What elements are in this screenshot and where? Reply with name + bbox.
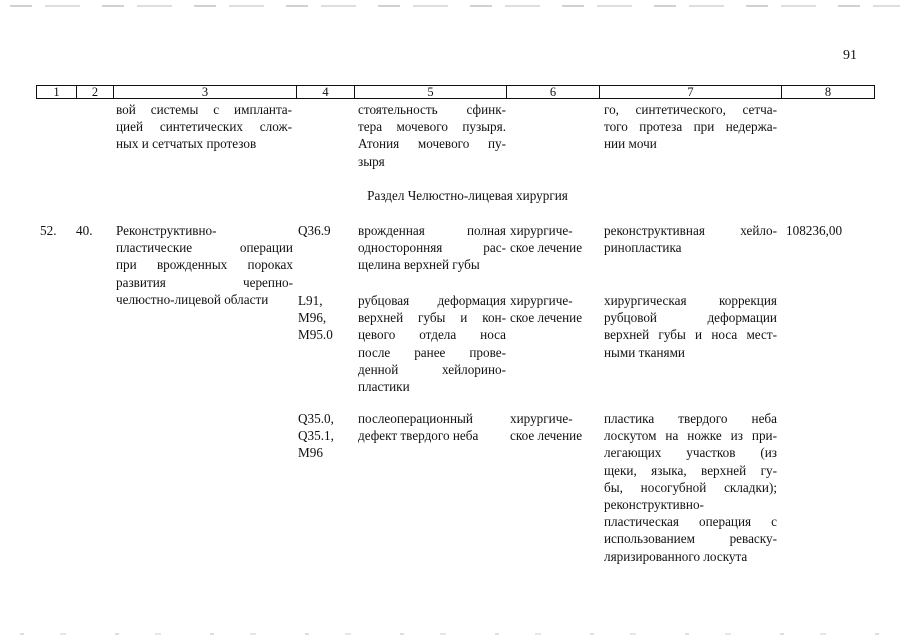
text-line: ское лечение [510, 240, 583, 256]
header-col-7: 7 [600, 86, 782, 98]
text-line: хирургическая коррекция [604, 293, 777, 308]
text-line: односторонняя рас- [358, 240, 506, 256]
item2-diagnosis [358, 292, 506, 395]
text-line: Q35.1, [298, 428, 334, 444]
text-line: денной хейлорино- [358, 361, 506, 377]
scan-artifact-bottom [20, 633, 890, 635]
text-line: того протеза при недержа- [604, 119, 777, 135]
text-line: реконструктивная хейло- [604, 223, 777, 238]
continuation-col5 [358, 101, 506, 170]
item2-method [604, 292, 777, 361]
text-line: легающих участков (из [604, 445, 777, 461]
item1-diagnosis [358, 222, 506, 274]
text-line: ское лечение [510, 310, 583, 326]
text-line: пластика твердого неба [604, 411, 777, 426]
row-subnumber: 40. [76, 223, 93, 238]
item3-method [604, 410, 777, 565]
header-col-8: 8 [824, 85, 832, 99]
header-col-3: 3 [114, 86, 297, 98]
text-line: бы, носогубной складки); [604, 479, 777, 495]
row-number: 52. [40, 223, 57, 238]
text-line: ных и сетчатых протезов [116, 136, 257, 152]
text-line: M96 [298, 445, 323, 461]
text-line: рубцовая деформация [358, 293, 506, 308]
item2-codes [298, 292, 333, 344]
text-line: пластическая операция с [604, 514, 777, 530]
text-line: L91, [298, 293, 323, 308]
text-line: стоятельность сфинк- [358, 102, 506, 117]
text-line: зыря [358, 153, 385, 169]
text-line: ское лечение [510, 428, 583, 444]
text-line: Реконструктивно- [116, 223, 217, 238]
text-line: нии мочи [604, 136, 657, 152]
text-line: цевого отдела носа [358, 327, 506, 343]
header-col-6: 6 [507, 86, 600, 98]
text-line: послеоперационный [358, 411, 473, 426]
page-number: 91 [843, 48, 857, 63]
text-line: при врожденных пороках [116, 257, 293, 273]
text-line: пластические операции [116, 240, 293, 256]
item1-treatment [510, 222, 582, 256]
text-line: вой системы с имплантa- [116, 102, 292, 117]
text-line: реконструктивно- [604, 496, 704, 512]
text-line: M96, [298, 310, 327, 326]
continuation-col7 [604, 101, 777, 153]
text-line: M95.0 [298, 327, 333, 343]
row-procedure-name [116, 222, 293, 308]
text-line: хирургиче- [510, 411, 573, 426]
text-line: развития черепно- [116, 274, 293, 290]
header-col-1: 1 [37, 86, 77, 98]
text-line: дефект твердого неба [358, 428, 479, 444]
text-line: после ранее прове- [358, 344, 506, 360]
header-col-5: 5 [355, 86, 507, 98]
text-line: щеки, языка, верхней гу- [604, 462, 777, 478]
text-line: пластики [358, 378, 410, 394]
text-line: ными тканями [604, 344, 685, 360]
item1-codes [298, 222, 331, 239]
item1-method [604, 222, 777, 256]
item3-treatment [510, 410, 582, 444]
table-header-row [36, 85, 875, 99]
text-line: использованием реваску- [604, 531, 777, 547]
text-line: Атония мочевого пу- [358, 136, 506, 152]
text-line: го, синтетического, сетча- [604, 102, 777, 117]
continuation-col3 [116, 101, 292, 153]
text-line: врожденная полная [358, 223, 506, 238]
text-line: ринопластика [604, 240, 682, 256]
text-line: цией синтетических слож- [116, 119, 292, 135]
text-line: лоскутом на ножке из при- [604, 428, 777, 444]
row-price: 108236,00 [786, 223, 843, 238]
text-line: хирургиче- [510, 293, 573, 308]
text-line: тера мочевого пузыря. [358, 119, 506, 135]
text-line: верхней губы и носа мест- [604, 327, 777, 343]
scan-artifact-top [10, 5, 900, 7]
text-line: щелина верхней губы [358, 257, 480, 273]
item2-treatment [510, 292, 582, 326]
item3-codes [298, 410, 334, 462]
text-line: рубцовой деформации [604, 310, 777, 326]
item3-diagnosis [358, 410, 506, 444]
text-line: хирургиче- [510, 223, 573, 238]
text-line: Q36.9 [298, 223, 331, 238]
text-line: Q35.0, [298, 411, 334, 426]
header-col-4: 4 [297, 86, 355, 98]
text-line: челюстно-лицевой области [116, 291, 269, 307]
text-line: ляризированного лоскута [604, 548, 748, 564]
header-col-2: 2 [77, 86, 114, 98]
text-line: верхней губы и кон- [358, 310, 506, 326]
section-title: Раздел Челюстно-лицевая хирургия [367, 188, 568, 203]
